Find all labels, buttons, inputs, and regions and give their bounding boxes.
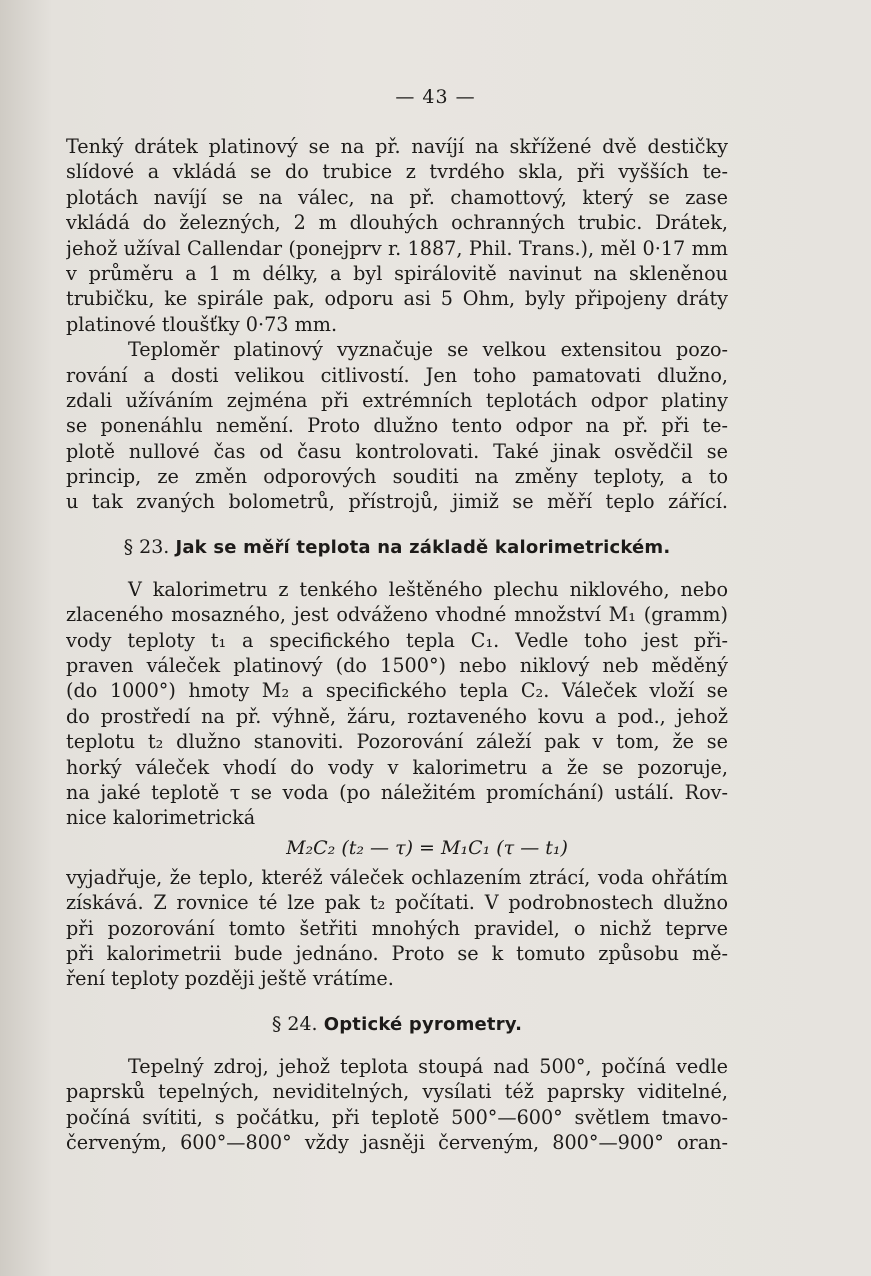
section-24-heading [66,1008,728,1040]
text-line: při pozorování tomto šetřiti mnohých pravidel, o nichž teprve [66,916,728,940]
text-line: na jaké teplotě τ se voda (po náležitém promíchání) ustálí. Rov- [66,780,728,804]
page-number: — 43 — [395,86,476,108]
text-line: (do 1000°) hmoty M₂ a specifického tepla C₂. Váleček vloží se [66,679,728,703]
text-line: počíná svítiti, s počátku, při teplotě 500°—600° světlem tmavo- [66,1105,728,1129]
text-line: vkládá do železných, 2 m dlouhých ochranných trubic. Drátek, [66,211,728,235]
section-title: Jak se měří teplota na základě kalorimetrickém. [175,536,671,558]
text-line: platinové tloušťky 0·73 mm. [66,312,338,336]
calorimetric-equation: M₂C₂ (t₂ — τ) = M₁C₁ (τ — t₁) [286,836,568,859]
paragraph-5 [66,1054,728,1156]
text-line: Tepelný zdroj, jehož teplota stoupá nad 500°, počíná vedle [128,1054,728,1078]
paragraph-4 [66,865,728,992]
text-line: slídové a vkládá se do trubice z tvrdého skla, při vyšších te- [66,160,728,184]
text-line: plotách navíjí se na válec, na př. chamottový, který se zase [66,185,728,209]
text-line: zlaceného mosazného, jest odváženo vhodné množství M₁ (gramm) [66,603,728,627]
section-title: Optické pyrometry. [323,1013,523,1035]
text-line: u tak zvaných bolometrů, přístrojů, jimiž se měří teplo zářící. [66,490,728,514]
text-line: ření teploty později ještě vrátíme. [66,967,394,991]
paragraph-3 [66,577,728,831]
text-line: se ponenáhlu nemění. Proto dlužno tento odpor na př. při te- [66,414,728,438]
section-number: § 24. [271,1012,318,1035]
text-line: horký váleček vhodí do vody v kalorimetru a že se pozoruje, [66,755,728,779]
text-line: v průměru a 1 m délky, a byl spirálovitě navinut na skleněnou [66,261,728,285]
text-line: V kalorimetru z tenkého leštěného plechu niklového, nebo [128,577,728,601]
paragraph-2 [66,337,728,515]
paragraph-1 [66,134,728,337]
text-line: Teploměr platinový vyznačuje se velkou extensitou pozo- [128,338,728,362]
text-line: vyjadřuje, že teplo, kteréž váleček ochlazením ztrácí, voda ohřátím [66,865,728,889]
text-line: získává. Z rovnice té lze pak t₂ počítati. V podrobnostech dlužno [66,891,728,915]
page-body [66,134,728,1155]
text-line: vody teploty t₁ a specifického tepla C₁. Vedle toho jest při- [66,628,728,652]
text-line: paprsků tepelných, neviditelných, vysílati též paprsky viditelné, [66,1080,728,1104]
text-line: princip, ze změn odporových souditi na změny teploty, a to [66,465,728,489]
section-number: § 23. [123,535,170,558]
text-line: nice kalorimetrická [66,806,256,830]
text-line: při kalorimetrii bude jednáno. Proto se k tomuto způsobu mě- [66,941,728,965]
section-23-heading [66,531,728,563]
text-line: rování a dosti velikou citlivostí. Jen toho pamatovati dlužno, [66,363,728,387]
text-line: Tenký drátek platinový se na př. navíjí na skřížené dvě destičky [66,135,728,158]
text-line: zdali užíváním zejména při extrémních teplotách odpor platiny [66,388,728,412]
text-line: praven váleček platinový (do 1500°) nebo niklový neb měděný [66,654,728,678]
text-line: jehož užíval Callendar (ponejprv r. 1887, Phil. Trans.), měl 0·17 mm [66,236,728,260]
text-line: do prostředí na př. výhně, žáru, roztaveného kovu a pod., jehož [66,704,728,728]
text-line: plotě nullové čas od času kontrolovati. Také jinak osvědčil se [66,439,728,463]
text-line: červeným, 600°—800° vždy jasněji červeným, 800°—900° oran- [66,1130,728,1154]
text-line: teplotu t₂ dlužno stanoviti. Pozorování záleží pak v tom, že se [66,730,728,754]
text-line: trubičku, ke spirále pak, odporu asi 5 Ohm, byly připojeny dráty [66,287,728,311]
